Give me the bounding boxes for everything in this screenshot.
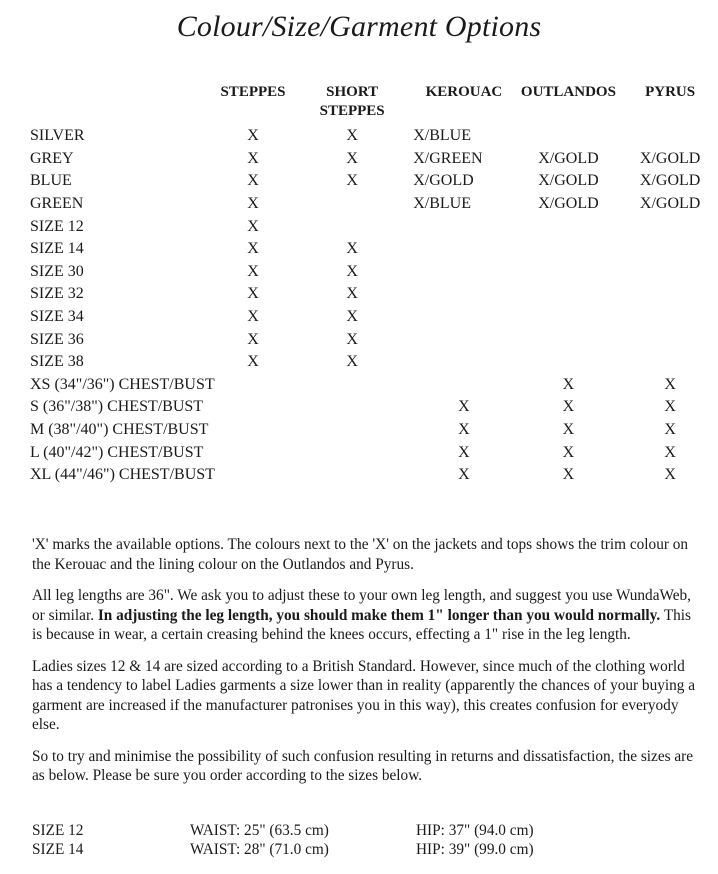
row-label: M (38"/40") CHEST/BUST xyxy=(30,421,209,439)
option-cell xyxy=(515,238,623,261)
option-cell: X xyxy=(247,195,259,213)
table-row xyxy=(30,238,718,261)
hip-measure: HIP: 37" (94.0 cm) xyxy=(416,822,534,839)
option-cell: X xyxy=(664,443,676,461)
row-label: SIZE 12 xyxy=(30,217,84,235)
option-cell xyxy=(413,238,514,261)
option-cell: X/BLUE xyxy=(413,127,471,145)
column-header-label: SHORT STEPPES xyxy=(319,84,385,119)
table-row xyxy=(30,125,718,148)
option-cell: X xyxy=(562,421,575,439)
option-cell: X xyxy=(346,353,358,371)
option-cell xyxy=(413,306,514,329)
table-row xyxy=(30,193,718,216)
option-cell xyxy=(515,306,623,329)
size-chart xyxy=(32,821,692,859)
row-label: SIZE 36 xyxy=(30,330,84,348)
option-cell: X xyxy=(247,308,259,326)
row-label: SIZE 14 xyxy=(30,240,84,258)
option-cell xyxy=(291,396,413,419)
row-label: XS (34"/36") CHEST/BUST xyxy=(30,375,215,393)
table-row xyxy=(30,374,718,397)
option-cell xyxy=(413,351,514,374)
option-cell: X xyxy=(247,330,259,348)
option-cell xyxy=(515,283,623,306)
option-cell xyxy=(291,215,413,238)
option-cell xyxy=(291,441,413,464)
option-cell: X/GREEN xyxy=(413,149,483,167)
table-row xyxy=(30,396,718,419)
option-cell: X xyxy=(346,127,358,145)
waist-measure: WAIST: 28" (71.0 cm) xyxy=(190,841,329,858)
option-cell: X/GOLD xyxy=(538,195,599,213)
size-label: SIZE 14 xyxy=(32,841,84,858)
row-label: SIZE 34 xyxy=(30,308,84,326)
option-cell: X xyxy=(664,375,676,393)
option-cell: X xyxy=(562,398,575,416)
option-cell: X xyxy=(562,375,575,393)
option-cell xyxy=(215,464,291,487)
note-text: This is because in wear, a certain creasing behind the knees occurs, effecting a 1" rise in the leg length. xyxy=(32,606,692,643)
option-cell xyxy=(215,374,291,397)
option-cell xyxy=(413,283,514,306)
table-row xyxy=(30,419,718,442)
column-header xyxy=(291,83,413,125)
option-cell xyxy=(515,261,623,284)
option-cell: X/BLUE xyxy=(413,195,471,213)
option-cell: X xyxy=(458,443,470,461)
hip-measure: HIP: 39" (99.0 cm) xyxy=(416,841,534,858)
option-cell: X xyxy=(247,172,259,190)
option-cell xyxy=(622,283,718,306)
option-cell xyxy=(215,441,291,464)
option-cell xyxy=(291,464,413,487)
option-cell: X xyxy=(562,466,575,484)
notes xyxy=(32,535,698,798)
option-cell: X/GOLD xyxy=(639,172,701,190)
option-cell xyxy=(413,328,514,351)
column-header: STEPPES xyxy=(220,84,286,100)
table-row xyxy=(30,170,718,193)
option-cell: X xyxy=(247,240,259,258)
row-label: L (40"/42") CHEST/BUST xyxy=(30,443,204,461)
row-label: SIZE 32 xyxy=(30,285,84,303)
row-label: XL (44"/46") CHEST/BUST xyxy=(30,466,215,484)
option-cell: X xyxy=(458,398,470,416)
option-cell xyxy=(622,328,718,351)
option-cell: X xyxy=(346,172,358,190)
row-label: SIZE 30 xyxy=(30,262,84,280)
table-row xyxy=(30,328,718,351)
option-cell: X xyxy=(562,443,575,461)
option-cell: X xyxy=(664,421,676,439)
option-cell xyxy=(622,261,718,284)
options-table xyxy=(30,83,718,487)
size-row xyxy=(32,840,692,859)
option-cell: X xyxy=(664,398,676,416)
option-cell: X xyxy=(247,127,259,145)
table-row xyxy=(30,464,718,487)
option-cell: X xyxy=(247,262,259,280)
option-cell xyxy=(215,396,291,419)
table-row xyxy=(30,148,718,171)
option-cell: X xyxy=(247,353,259,371)
option-cell xyxy=(291,419,413,442)
column-header xyxy=(30,83,215,125)
table-row xyxy=(30,441,718,464)
option-cell: X xyxy=(346,330,358,348)
note-paragraph: 'X' marks the available options. The colours next to the 'X' on the jackets and tops shows the trim colour on the Kerouac and the lining colour on the Outlandos and Pyrus. xyxy=(32,536,689,573)
option-cell xyxy=(622,351,718,374)
row-label: SIZE 38 xyxy=(30,353,84,371)
option-cell xyxy=(622,215,718,238)
option-cell: X xyxy=(346,149,358,167)
note-paragraph: Ladies sizes 12 & 14 are sized according to a British Standard. However, since much of the clothing world has a tendency to label Ladies garments a size lower than in reality (apparently the chances of your buying a garment are increased if the manufacturer patronises you in this way), this creates confusion for everyody else. xyxy=(32,657,696,733)
option-cell xyxy=(515,215,623,238)
note-text: All leg lengths are 36". We ask you to adjust these to your own leg length, and suggest you use WundaWeb, or similar. xyxy=(32,587,691,624)
option-cell xyxy=(413,215,514,238)
option-cell: X/GOLD xyxy=(639,149,701,167)
option-cell xyxy=(515,328,623,351)
option-cell: X xyxy=(458,421,470,439)
row-label: S (36"/38") CHEST/BUST xyxy=(30,398,204,416)
option-cell xyxy=(515,125,623,148)
waist-measure: WAIST: 25" (63.5 cm) xyxy=(190,822,329,839)
option-cell xyxy=(291,374,413,397)
column-header: KEROUAC xyxy=(425,84,503,100)
option-cell: X xyxy=(346,285,358,303)
row-label: GREY xyxy=(30,149,74,167)
option-cell: X xyxy=(247,217,259,235)
option-cell: X/GOLD xyxy=(538,149,599,167)
option-cell: X xyxy=(664,466,676,484)
option-cell xyxy=(215,419,291,442)
option-cell xyxy=(413,374,514,397)
column-header: OUTLANDOS xyxy=(520,84,616,100)
row-label: BLUE xyxy=(30,172,72,190)
row-label: GREEN xyxy=(30,195,84,213)
option-cell: X xyxy=(346,262,358,280)
size-label: SIZE 12 xyxy=(32,822,84,839)
option-cell: X xyxy=(247,149,259,167)
option-cell: X xyxy=(346,308,358,326)
option-cell xyxy=(622,306,718,329)
option-cell xyxy=(622,125,718,148)
option-cell xyxy=(291,193,413,216)
note-paragraph xyxy=(32,586,698,645)
page-title: Colour/Size/Garment Options xyxy=(176,10,542,43)
table-row xyxy=(30,215,718,238)
table-row xyxy=(30,283,718,306)
option-cell xyxy=(515,351,623,374)
option-cell: X xyxy=(458,466,470,484)
table-row xyxy=(30,261,718,284)
size-row xyxy=(32,821,692,840)
option-cell xyxy=(622,238,718,261)
table-row xyxy=(30,351,718,374)
table-header-row xyxy=(30,83,718,125)
column-header: PYRUS xyxy=(645,84,696,100)
option-cell: X/GOLD xyxy=(413,172,474,190)
option-cell: X/GOLD xyxy=(538,172,599,190)
table-row xyxy=(30,306,718,329)
note-paragraph: So to try and minimise the possibility of such confusion resulting in returns and dissatisfaction, the sizes are as below. Please be sure you order according to the sizes below. xyxy=(32,747,694,784)
option-cell: X/GOLD xyxy=(639,195,701,213)
option-cell xyxy=(413,261,514,284)
option-cell: X xyxy=(346,240,358,258)
row-label: SILVER xyxy=(30,127,85,145)
option-cell: X xyxy=(247,285,259,303)
note-emphasis: In adjusting the leg length, you should make them 1" longer than you would normally. xyxy=(97,606,661,624)
